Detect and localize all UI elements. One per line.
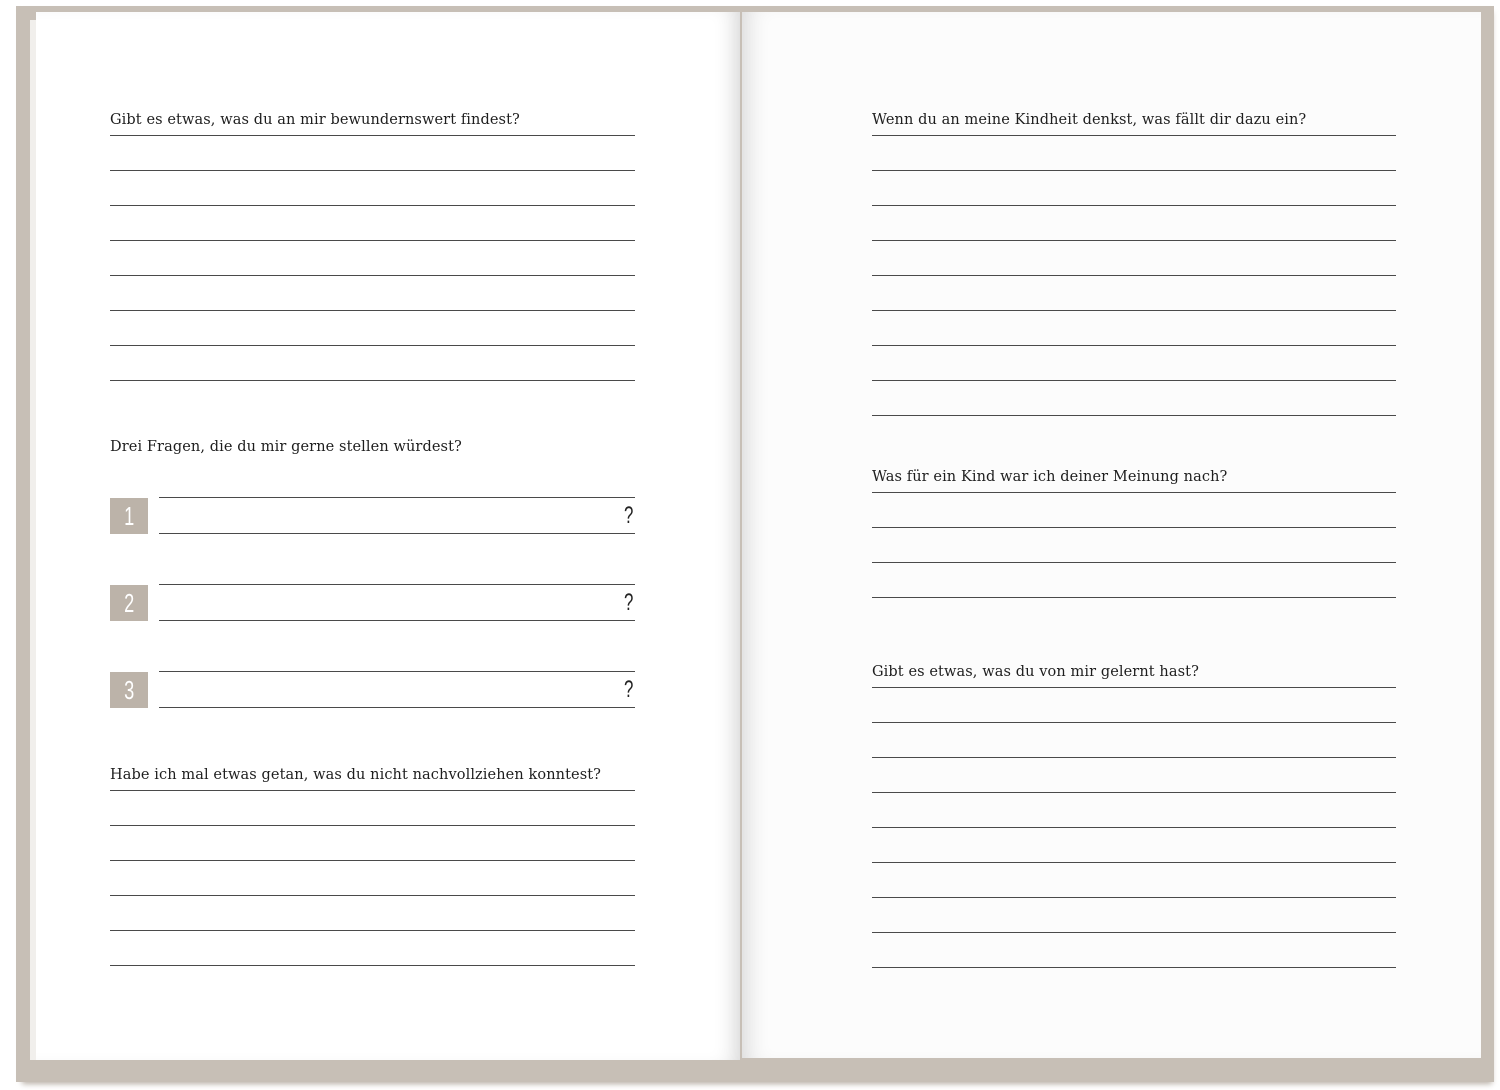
answer-line[interactable] — [110, 345, 635, 346]
question-line[interactable] — [159, 620, 635, 621]
question-what-kind-of-child: Was für ein Kind war ich deiner Meinung nach? — [872, 469, 1228, 485]
number-badge-2: 2 — [110, 585, 148, 621]
answer-line[interactable] — [872, 827, 1396, 828]
question-line[interactable] — [159, 584, 635, 585]
answer-line[interactable] — [872, 380, 1396, 381]
answer-line[interactable] — [872, 792, 1396, 793]
question-line[interactable] — [159, 671, 635, 672]
question-line[interactable] — [159, 707, 635, 708]
answer-line[interactable] — [110, 240, 635, 241]
answer-line[interactable] — [872, 170, 1396, 171]
answer-line[interactable] — [872, 345, 1396, 346]
question-mark: ? — [624, 589, 634, 616]
answer-line[interactable] — [872, 757, 1396, 758]
answer-line[interactable] — [872, 240, 1396, 241]
answer-line[interactable] — [872, 205, 1396, 206]
answer-line[interactable] — [872, 597, 1396, 598]
answer-line[interactable] — [872, 275, 1396, 276]
answer-line[interactable] — [110, 930, 635, 931]
question-line[interactable] — [159, 533, 635, 534]
answer-line[interactable] — [110, 895, 635, 896]
answer-line[interactable] — [872, 932, 1396, 933]
answer-line[interactable] — [110, 825, 635, 826]
answer-line[interactable] — [110, 205, 635, 206]
answer-line[interactable] — [872, 527, 1396, 528]
question-mark: ? — [624, 502, 634, 529]
answer-line[interactable] — [872, 862, 1396, 863]
question-line[interactable] — [159, 497, 635, 498]
answer-line[interactable] — [872, 492, 1396, 493]
answer-line[interactable] — [872, 897, 1396, 898]
answer-line[interactable] — [110, 790, 635, 791]
answer-line[interactable] — [872, 967, 1396, 968]
question-not-understood: Habe ich mal etwas getan, was du nicht nachvollziehen konntest? — [110, 767, 602, 783]
answer-line[interactable] — [110, 380, 635, 381]
question-mark: ? — [624, 676, 634, 703]
question-childhood: Wenn du an meine Kindheit denkst, was fällt dir dazu ein? — [872, 112, 1307, 128]
number-badge-1: 1 — [110, 498, 148, 534]
question-admirable: Gibt es etwas, was du an mir bewundernswert findest? — [110, 112, 520, 128]
number-badge-3: 3 — [110, 672, 148, 708]
answer-line[interactable] — [110, 275, 635, 276]
answer-line[interactable] — [872, 415, 1396, 416]
answer-line[interactable] — [872, 722, 1396, 723]
answer-line[interactable] — [872, 310, 1396, 311]
answer-line[interactable] — [872, 562, 1396, 563]
question-three-questions: Drei Fragen, die du mir gerne stellen würdest? — [110, 439, 462, 455]
answer-line[interactable] — [110, 170, 635, 171]
answer-line[interactable] — [110, 135, 635, 136]
question-learned-from-me: Gibt es etwas, was du von mir gelernt hast? — [872, 664, 1199, 680]
answer-line[interactable] — [110, 860, 635, 861]
right-page — [742, 12, 1481, 1058]
answer-line[interactable] — [872, 135, 1396, 136]
answer-line[interactable] — [110, 965, 635, 966]
answer-line[interactable] — [110, 310, 635, 311]
answer-line[interactable] — [872, 687, 1396, 688]
